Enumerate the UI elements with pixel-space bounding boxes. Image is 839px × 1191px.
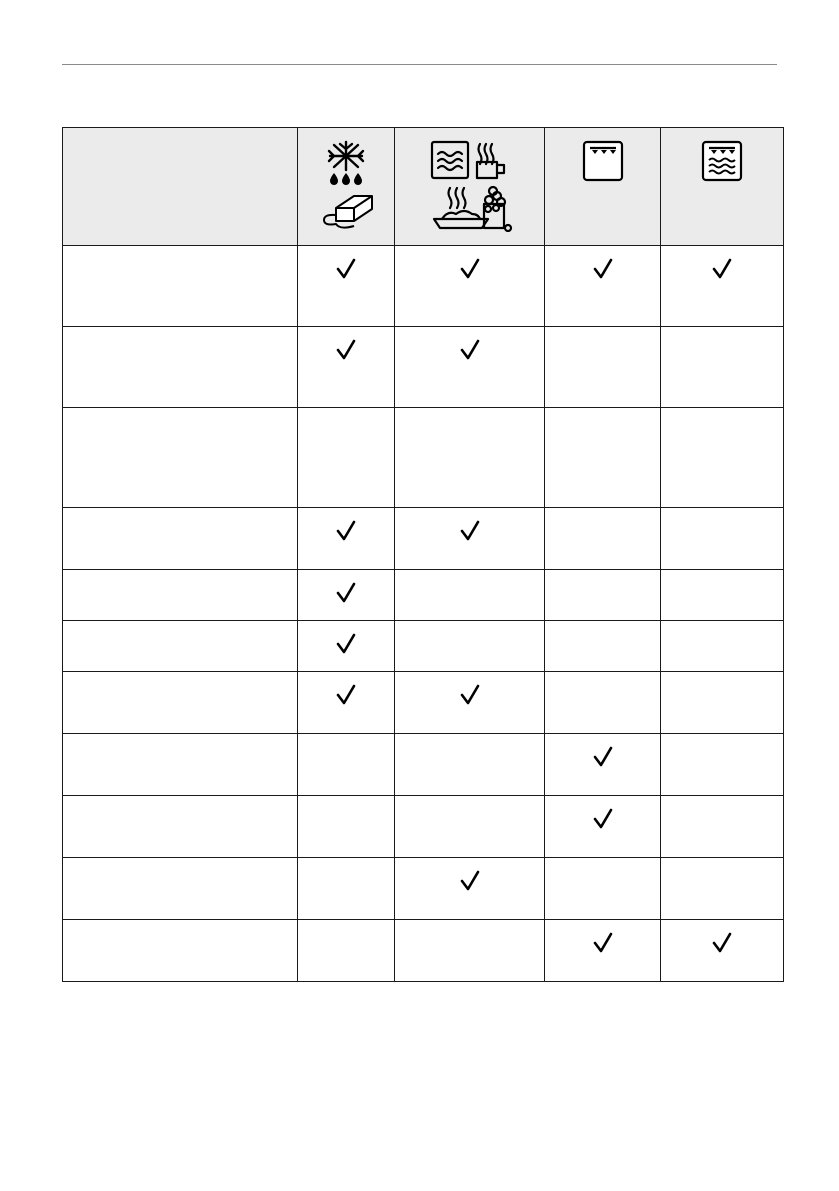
- table-cell: [661, 858, 784, 920]
- header-microwave-reheat: [395, 128, 545, 246]
- table-cell: [661, 327, 784, 408]
- table-cell: [395, 621, 545, 672]
- table-row: [63, 246, 784, 327]
- checkmark-icon: [336, 258, 356, 280]
- checkmark-icon: [336, 633, 356, 655]
- table-row: [63, 508, 784, 570]
- table-cell: [545, 570, 661, 621]
- header-oven: [545, 128, 661, 246]
- table-row: [63, 672, 784, 734]
- checkmark-icon: [336, 339, 356, 361]
- table-cell: [395, 508, 545, 570]
- table-cell: [298, 734, 395, 796]
- table-row: [63, 796, 784, 858]
- row-label: [63, 858, 298, 920]
- table-cell: [545, 246, 661, 327]
- table-cell: [395, 327, 545, 408]
- header-microwave-combi: [661, 128, 784, 246]
- table-cell: [661, 570, 784, 621]
- row-label: [63, 672, 298, 734]
- checkmark-icon: [336, 520, 356, 542]
- table-row: [63, 570, 784, 621]
- table-cell: [661, 508, 784, 570]
- table-row: [63, 327, 784, 408]
- table-cell: [395, 920, 545, 982]
- checkmark-icon: [336, 684, 356, 706]
- oven-icon: [582, 140, 624, 182]
- table-cell: [395, 408, 545, 508]
- row-label: [63, 734, 298, 796]
- table-cell: [545, 672, 661, 734]
- row-label: [63, 246, 298, 327]
- checkmark-icon: [593, 258, 613, 280]
- table-cell: [545, 858, 661, 920]
- table-header-row: [63, 128, 784, 246]
- checkmark-icon: [593, 932, 613, 954]
- table-cell: [395, 246, 545, 327]
- row-label: [63, 570, 298, 621]
- row-label: [63, 621, 298, 672]
- table-cell: [661, 920, 784, 982]
- table-cell: [661, 246, 784, 327]
- row-label: [63, 508, 298, 570]
- table-cell: [395, 734, 545, 796]
- table-cell: [298, 796, 395, 858]
- row-label: [63, 327, 298, 408]
- table-cell: [395, 672, 545, 734]
- table-cell: [298, 858, 395, 920]
- table-cell: [395, 570, 545, 621]
- table-cell: [661, 621, 784, 672]
- table-cell: [298, 570, 395, 621]
- checkmark-icon: [593, 746, 613, 768]
- table-cell: [545, 508, 661, 570]
- checkmark-icon: [460, 684, 480, 706]
- checkmark-icon: [460, 520, 480, 542]
- row-label: [63, 796, 298, 858]
- checkmark-icon: [712, 932, 732, 954]
- table-cell: [545, 621, 661, 672]
- table-cell: [545, 408, 661, 508]
- header-defrost: [298, 128, 395, 246]
- table-cell: [298, 327, 395, 408]
- table-cell: [298, 672, 395, 734]
- table-cell: [661, 408, 784, 508]
- microwave-combi-icon: [701, 140, 743, 182]
- table-cell: [298, 621, 395, 672]
- cookware-compatibility-table: [62, 127, 784, 982]
- table-cell: [545, 920, 661, 982]
- table-cell: [545, 796, 661, 858]
- table-cell: [298, 246, 395, 327]
- table-cell: [298, 508, 395, 570]
- checkmark-icon: [336, 582, 356, 604]
- header-blank-cell: [63, 128, 298, 246]
- top-rule: [62, 64, 777, 65]
- checkmark-icon: [460, 870, 480, 892]
- table-cell: [545, 327, 661, 408]
- table-row: [63, 408, 784, 508]
- table-cell: [395, 796, 545, 858]
- table-body: [63, 246, 784, 982]
- checkmark-icon: [593, 808, 613, 830]
- defrost-icon: [316, 140, 376, 235]
- table-cell: [545, 734, 661, 796]
- table-row: [63, 734, 784, 796]
- checkmark-icon: [460, 258, 480, 280]
- table-row: [63, 858, 784, 920]
- row-label: [63, 920, 298, 982]
- table-cell: [661, 734, 784, 796]
- table-cell: [298, 920, 395, 982]
- table-cell: [298, 408, 395, 508]
- checkmark-icon: [712, 258, 732, 280]
- microwave-reheat-icon: [420, 140, 520, 232]
- table-cell: [395, 858, 545, 920]
- row-label: [63, 408, 298, 508]
- table-cell: [661, 796, 784, 858]
- checkmark-icon: [460, 339, 480, 361]
- table-row: [63, 920, 784, 982]
- table-row: [63, 621, 784, 672]
- table-cell: [661, 672, 784, 734]
